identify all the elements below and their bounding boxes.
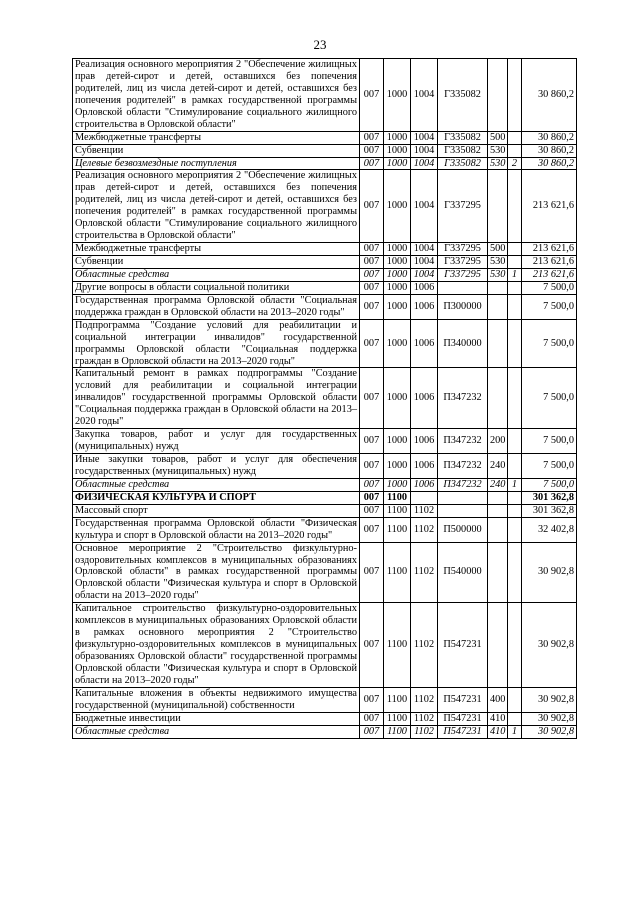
row-source-code [508, 517, 522, 542]
row-grbs-code: 007 [360, 542, 384, 603]
row-source-code [508, 144, 522, 157]
row-section-code: 1000 [384, 144, 411, 157]
row-section-code: 1000 [384, 429, 411, 454]
row-expense-type-code: 200 [488, 429, 508, 454]
row-source-code: 1 [508, 268, 522, 281]
row-target-article-code: П540000 [438, 542, 488, 603]
table-row [73, 157, 577, 170]
row-subsection-code [411, 491, 438, 504]
row-subsection-code: 1102 [411, 542, 438, 603]
row-source-code [508, 603, 522, 688]
row-grbs-code: 007 [360, 281, 384, 294]
row-target-article-code: П347232 [438, 368, 488, 429]
row-name: Областные средства [73, 725, 360, 738]
row-grbs-code: 007 [360, 131, 384, 144]
row-name: Целевые безвозмездные поступления [73, 157, 360, 170]
row-source-code [508, 319, 522, 368]
row-expense-type-code: 410 [488, 725, 508, 738]
row-amount: 213 621,6 [522, 170, 577, 243]
row-section-code: 1100 [384, 725, 411, 738]
row-target-article-code: Г337295 [438, 243, 488, 256]
row-target-article-code: П347232 [438, 478, 488, 491]
row-source-code: 2 [508, 157, 522, 170]
table-row [73, 256, 577, 269]
row-amount: 301 362,8 [522, 491, 577, 504]
table-row [73, 542, 577, 603]
row-section-code: 1000 [384, 157, 411, 170]
row-amount: 30 860,2 [522, 59, 577, 132]
row-name: Областные средства [73, 268, 360, 281]
row-section-code: 1000 [384, 454, 411, 479]
row-name: Капитальные вложения в объекты недвижимого имущества государственной (муниципальной) собственности [73, 687, 360, 712]
table-row [73, 687, 577, 712]
row-expense-type-code [488, 504, 508, 517]
budget-table [72, 58, 577, 739]
row-grbs-code: 007 [360, 268, 384, 281]
row-amount: 30 902,8 [522, 725, 577, 738]
table-row [73, 725, 577, 738]
row-section-code: 1000 [384, 59, 411, 132]
table-row [73, 504, 577, 517]
row-section-code: 1100 [384, 517, 411, 542]
row-target-article-code: П547231 [438, 712, 488, 725]
row-section-code: 1000 [384, 268, 411, 281]
table-row [73, 319, 577, 368]
row-target-article-code: Г335082 [438, 144, 488, 157]
row-expense-type-code [488, 170, 508, 243]
row-section-code: 1000 [384, 170, 411, 243]
row-source-code [508, 712, 522, 725]
row-source-code [508, 281, 522, 294]
row-amount: 7 500,0 [522, 319, 577, 368]
row-grbs-code: 007 [360, 294, 384, 319]
row-section-code: 1000 [384, 243, 411, 256]
row-grbs-code: 007 [360, 687, 384, 712]
row-source-code [508, 368, 522, 429]
row-name: Реализация основного мероприятия 2 "Обеспечение жилищных прав детей-сирот и детей, оставшихся без попечения родителей, лиц из числа детей-сирот и детей, оставшихся без попечения родителей" в рамках государственной программы Орловской области "Стимулирование социального жилищного строительства в Орловской области" [73, 59, 360, 132]
row-subsection-code: 1004 [411, 243, 438, 256]
row-expense-type-code: 530 [488, 268, 508, 281]
row-grbs-code: 007 [360, 157, 384, 170]
row-source-code [508, 542, 522, 603]
table-row [73, 243, 577, 256]
row-subsection-code: 1004 [411, 170, 438, 243]
row-name: Подпрограмма "Создание условий для реабилитации и социальной интеграции инвалидов" государственной программы Орловской области "Социальная поддержка граждан в Орловской области на 2013–2020 годы" [73, 319, 360, 368]
row-source-code [508, 429, 522, 454]
table-row [73, 268, 577, 281]
row-amount: 7 500,0 [522, 454, 577, 479]
row-section-code: 1000 [384, 478, 411, 491]
row-subsection-code: 1006 [411, 454, 438, 479]
row-name: Капитальный ремонт в рамках подпрограммы "Создание условий для реабилитации и социальной интеграции инвалидов" государственной программы Орловской области "Социальная поддержка граждан в Орловской области на 2013–2020 годы" [73, 368, 360, 429]
row-expense-type-code [488, 59, 508, 132]
row-source-code [508, 256, 522, 269]
row-source-code [508, 504, 522, 517]
row-amount: 213 621,6 [522, 268, 577, 281]
row-amount: 30 860,2 [522, 144, 577, 157]
row-target-article-code: Г335082 [438, 131, 488, 144]
row-grbs-code: 007 [360, 429, 384, 454]
row-subsection-code: 1004 [411, 268, 438, 281]
row-subsection-code: 1102 [411, 504, 438, 517]
row-source-code [508, 59, 522, 132]
row-source-code [508, 170, 522, 243]
row-section-code: 1000 [384, 281, 411, 294]
table-row [73, 59, 577, 132]
table-row [73, 368, 577, 429]
row-subsection-code: 1006 [411, 478, 438, 491]
row-expense-type-code: 240 [488, 478, 508, 491]
table-row [73, 491, 577, 504]
row-target-article-code: П547231 [438, 687, 488, 712]
row-amount: 7 500,0 [522, 294, 577, 319]
row-target-article-code: П300000 [438, 294, 488, 319]
row-expense-type-code [488, 319, 508, 368]
row-expense-type-code: 500 [488, 131, 508, 144]
table-row [73, 712, 577, 725]
row-section-code: 1100 [384, 712, 411, 725]
row-expense-type-code: 530 [488, 144, 508, 157]
row-amount: 213 621,6 [522, 243, 577, 256]
row-subsection-code: 1004 [411, 144, 438, 157]
row-name: ФИЗИЧЕСКАЯ КУЛЬТУРА И СПОРТ [73, 491, 360, 504]
row-expense-type-code [488, 542, 508, 603]
row-amount: 30 860,2 [522, 131, 577, 144]
row-amount: 7 500,0 [522, 478, 577, 491]
row-amount: 30 902,8 [522, 542, 577, 603]
row-section-code: 1000 [384, 368, 411, 429]
row-name: Межбюджетные трансферты [73, 243, 360, 256]
row-name: Субвенции [73, 144, 360, 157]
row-amount: 32 402,8 [522, 517, 577, 542]
row-subsection-code: 1102 [411, 687, 438, 712]
row-target-article-code: Г335082 [438, 59, 488, 132]
row-source-code [508, 491, 522, 504]
row-expense-type-code: 400 [488, 687, 508, 712]
row-section-code: 1100 [384, 542, 411, 603]
row-section-code: 1000 [384, 294, 411, 319]
row-name: Межбюджетные трансферты [73, 131, 360, 144]
row-target-article-code: П340000 [438, 319, 488, 368]
row-name: Другие вопросы в области социальной политики [73, 281, 360, 294]
table-row [73, 454, 577, 479]
row-name: Капитальное строительство физкультурно-оздоровительных комплексов в муниципальных образованиях Орловской области в рамках основного мероприятия 2 "Строительство физкультурно-оздоровительных комплексов в муниципальных образованиях Орловской области" государственной программы Орловской области "Физическая культура и спорт в Орловской области на 2013–2020 годы" [73, 603, 360, 688]
row-name: Бюджетные инвестиции [73, 712, 360, 725]
row-grbs-code: 007 [360, 725, 384, 738]
table-row [73, 517, 577, 542]
row-amount: 30 902,8 [522, 603, 577, 688]
row-section-code: 1000 [384, 131, 411, 144]
row-grbs-code: 007 [360, 144, 384, 157]
row-expense-type-code: 530 [488, 157, 508, 170]
row-section-code: 1100 [384, 491, 411, 504]
row-grbs-code: 007 [360, 504, 384, 517]
row-name: Государственная программа Орловской области "Социальная поддержка граждан в Орловской области на 2013–2020 годы" [73, 294, 360, 319]
row-amount: 30 902,8 [522, 712, 577, 725]
table-row [73, 294, 577, 319]
table-row [73, 281, 577, 294]
row-section-code: 1000 [384, 319, 411, 368]
row-source-code [508, 294, 522, 319]
row-expense-type-code [488, 517, 508, 542]
row-subsection-code: 1004 [411, 131, 438, 144]
row-grbs-code: 007 [360, 170, 384, 243]
table-row [73, 603, 577, 688]
row-target-article-code: Г337295 [438, 170, 488, 243]
row-section-code: 1100 [384, 603, 411, 688]
row-source-code [508, 131, 522, 144]
row-expense-type-code [488, 491, 508, 504]
row-name: Государственная программа Орловской области "Физическая культура и спорт в Орловской области на 2013–2020 годы" [73, 517, 360, 542]
row-subsection-code: 1006 [411, 429, 438, 454]
row-target-article-code: П347232 [438, 454, 488, 479]
row-grbs-code: 007 [360, 256, 384, 269]
row-source-code [508, 243, 522, 256]
row-grbs-code: 007 [360, 59, 384, 132]
row-expense-type-code: 410 [488, 712, 508, 725]
row-target-article-code: Г335082 [438, 157, 488, 170]
row-grbs-code: 007 [360, 454, 384, 479]
row-subsection-code: 1006 [411, 281, 438, 294]
row-target-article-code: П347232 [438, 429, 488, 454]
row-target-article-code [438, 491, 488, 504]
row-grbs-code: 007 [360, 517, 384, 542]
row-source-code: 1 [508, 725, 522, 738]
row-grbs-code: 007 [360, 243, 384, 256]
row-target-article-code [438, 504, 488, 517]
row-target-article-code: Г337295 [438, 268, 488, 281]
row-expense-type-code [488, 368, 508, 429]
row-expense-type-code: 500 [488, 243, 508, 256]
page-number: 23 [313, 37, 327, 52]
row-name: Массовый спорт [73, 504, 360, 517]
row-section-code: 1100 [384, 687, 411, 712]
row-subsection-code: 1004 [411, 256, 438, 269]
row-grbs-code: 007 [360, 491, 384, 504]
row-subsection-code: 1102 [411, 712, 438, 725]
row-subsection-code: 1006 [411, 319, 438, 368]
row-amount: 7 500,0 [522, 281, 577, 294]
row-amount: 301 362,8 [522, 504, 577, 517]
row-grbs-code: 007 [360, 319, 384, 368]
row-subsection-code: 1102 [411, 517, 438, 542]
row-subsection-code: 1004 [411, 157, 438, 170]
row-subsection-code: 1006 [411, 368, 438, 429]
table-row [73, 131, 577, 144]
table-row [73, 478, 577, 491]
row-amount: 30 902,8 [522, 687, 577, 712]
row-grbs-code: 007 [360, 712, 384, 725]
row-section-code: 1000 [384, 256, 411, 269]
table-row [73, 170, 577, 243]
row-amount: 30 860,2 [522, 157, 577, 170]
table-row [73, 429, 577, 454]
row-amount: 7 500,0 [522, 429, 577, 454]
row-expense-type-code: 240 [488, 454, 508, 479]
row-subsection-code: 1004 [411, 59, 438, 132]
table-row [73, 144, 577, 157]
row-grbs-code: 007 [360, 478, 384, 491]
row-name: Основное мероприятие 2 "Строительство физкультурно-оздоровительных комплексов в муниципальных образованиях Орловской области" в рамках государственной программы Орловской области "Физическая культура и спорт в Орловской области на 2013–2020 годы" [73, 542, 360, 603]
row-source-code [508, 687, 522, 712]
row-name: Иные закупки товаров, работ и услуг для обеспечения государственных (муниципальных) нужд [73, 454, 360, 479]
row-name: Субвенции [73, 256, 360, 269]
row-source-code: 1 [508, 478, 522, 491]
row-target-article-code: П547231 [438, 725, 488, 738]
row-section-code: 1100 [384, 504, 411, 517]
row-grbs-code: 007 [360, 368, 384, 429]
row-name: Реализация основного мероприятия 2 "Обеспечение жилищных прав детей-сирот и детей, оставшихся без попечения родителей, лиц из числа детей-сирот и детей, оставшихся без попечения родителей" в рамках государственной программы Орловской области "Стимулирование социального жилищного строительства в Орловской области" [73, 170, 360, 243]
row-target-article-code: П500000 [438, 517, 488, 542]
row-amount: 213 621,6 [522, 256, 577, 269]
row-target-article-code: П547231 [438, 603, 488, 688]
row-target-article-code: Г337295 [438, 256, 488, 269]
row-source-code [508, 454, 522, 479]
row-expense-type-code [488, 281, 508, 294]
row-target-article-code [438, 281, 488, 294]
row-amount: 7 500,0 [522, 368, 577, 429]
row-grbs-code: 007 [360, 603, 384, 688]
row-expense-type-code: 530 [488, 256, 508, 269]
row-name: Областные средства [73, 478, 360, 491]
row-subsection-code: 1102 [411, 603, 438, 688]
row-name: Закупка товаров, работ и услуг для государственных (муниципальных) нужд [73, 429, 360, 454]
row-expense-type-code [488, 603, 508, 688]
row-expense-type-code [488, 294, 508, 319]
row-subsection-code: 1102 [411, 725, 438, 738]
row-subsection-code: 1006 [411, 294, 438, 319]
